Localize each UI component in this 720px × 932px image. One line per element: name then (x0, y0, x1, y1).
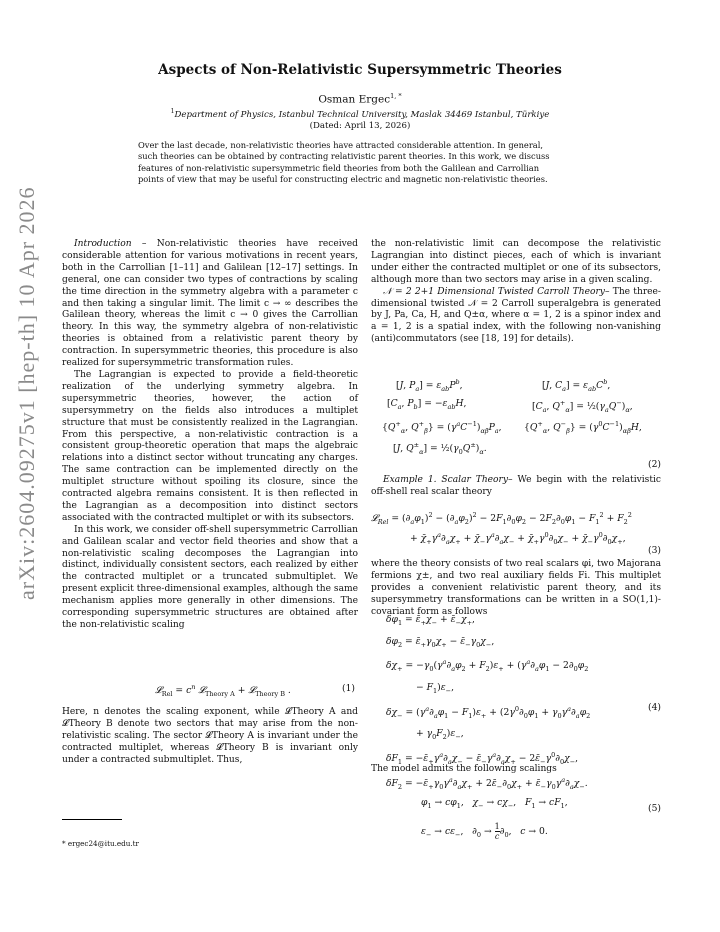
left-column-after-eq1 (62, 707, 358, 767)
section-heading: 𝒩 = 2 2+1 Dimensional Twisted Carroll Theory (383, 286, 605, 297)
example-heading: Example 1. Scalar Theory (383, 475, 509, 485)
author-name: Osman Ergec (318, 93, 391, 106)
left-column-text (62, 239, 358, 632)
right-column-text (371, 239, 661, 346)
abstract-line: Over the last decade, non-relativistic theories have attracted considerable attention. In general, (138, 140, 544, 150)
paper-title: Aspects of Non-Relativistic Supersymmetric Theories (158, 62, 562, 78)
continuation-paragraph: the non-relativistic limit can decompose the relativistic Lagrangian into distinct pieces, each of which is invariant under either the contracted multiplet or one of its subsectors, although more than two sectors may arise in a given scaling. (371, 239, 661, 285)
lagrangian-paragraph: The Lagrangian is expected to provide a field-theoretic realization of the underlying symmetry algebra. In supersymmetric theories, however, the action of supersymmetry on the fields also introduces a multiplet structure that must be consistently realized in the Lagrangian. From this perspective, a non-relativistic contraction is a consistent group-theoretic operation that maps the algebraic relations into a distinct sector without truncating any charges. The same contraction can be implemented directly on the multiplet structure without spoiling its closure, since the contracted algebra remains consistent. It is then reflected in the Lagrangian as a decomposition into distinct sectors associated with the contracted multiplet or with its subsectors. (62, 369, 358, 523)
section-text: – The three-dimensional twisted 𝒩 = 2 Carroll superalgebra is generated by J, Pa, Ca, H, and Q±α, where α = 1, 2 is a spinor index and a = 1, 2 is a spatial index, with the following non-vanishing (anti)commutators (see [18, 19] for details). (371, 286, 661, 345)
dated-line: (Dated: April 13, 2026) (309, 121, 411, 131)
scalings-intro: The model admits the following scalings (371, 764, 557, 774)
example-paragraph (371, 475, 661, 499)
intro-paragraph (62, 239, 358, 370)
here-paragraph: Here, n denotes the scaling exponent, while 𝓛Theory A and 𝓛Theory B denote two sectors that may arise from the non-relativistic scaling. The sector 𝓛Theory A is invariant under the contracted multiplet, whereas 𝓛Theory B is invariant only under a contracted submultiplet. Thus, (62, 707, 358, 765)
author-line (0, 92, 720, 106)
footnote-email: * ergec24@itu.edu.tr (62, 839, 139, 848)
equation-2-algebra: [J, $P_a] = \varepsilon_{ab}P^b$, [J, $C_a] = \varepsilon_{ab}C^b$, [$C_a$, $P_b] = -\varepsilon_{ab}H$, [$C_a$, $Q^+_\alpha$] = $\frac{1}{2}(\gamma_aQ^-)_\alpha$, {$Q^+_\alpha$, $Q^+_\beta\} = (\gamma^aC^{-1})_{\alpha\beta}P_a$, {$Q^+_\alpha$, $Q^-_\beta\} = (\gamma^0C^{-1})_{\alpha\beta}H$, [J, $Q^\pm_\alpha$] = $\frac{1}{2}(\gamma_0Q^\pm)_\alpha$. (382, 378, 642, 456)
after-eq3-paragraph (371, 559, 661, 619)
after-eq3-text: where the theory consists of two real scalars φi, two Majorana fermions χ±, and two real auxiliary fields Fi. This multiplet provides a convenient relativistic parent theory, and its supersymmetry transformations can be written in a SO(1,1)-covariant form as follows (371, 559, 661, 617)
intro-text: – Non-relativistic theories have received considerable attention for various motivations in recent years, both in the Carrollian [1–11] and Galilean [12–17] settings. In general, one can consider two types of contractions by scaling the time direction in the symmetry algebra with a parameter c and then taking a singular limit. The limit c → ∞ describes the Galilean theory, whereas the limit c → 0 gives the Carrollian theory. In this way, the symmetry algebra of non-relativistic theories is obtained from a relativistic parent theory by contraction. In supersymmetric theories, this procedure is also realized for supersymmetric transformation rules. (62, 239, 358, 369)
equation-4-number: (4) (648, 702, 662, 713)
carroll-section-paragraph (371, 287, 661, 347)
affiliation (0, 108, 720, 120)
equation-5-number: (5) (648, 803, 662, 814)
abstract-line: features of non-relativistic supersymmetric field theories from both the Galilean and Carrollian (138, 162, 540, 173)
equation-3-number: (3) (648, 545, 662, 556)
arxiv-stamp: arXiv:2604.09275v1 [hep-th] 10 Apr 2026 (14, 186, 39, 600)
author-superscript: 1, * (390, 92, 402, 100)
equation-4-transformations: $\delta\varphi_1$ = $\varepsilon̄_+\chi_-$ + $\varepsilon̄_-\chi_+$, $\delta\varphi_2$ = $\varepsilon̄_+\gamma_0\chi_+$ − $\varepsilon̄_-\gamma_0\chi_-$, $\delta\chi_+ = -\gamma_0(\gamma^a\partial_a\varphi_2 + F_2)\varepsilon_+ + (\gamma^a\partial_a\varphi_1 - 2\partial_0\varphi_2$ − $F_1)\varepsilon_-$, $\delta\chi_- = (\gamma^a\partial_a\varphi_1 - F_1)\varepsilon_+ + (2\gamma^0\partial_0\varphi_1 + \gamma_0\gamma^a\partial_a\varphi_2$ + $\gamma_0F_2)\varepsilon_-$, $\delta F_1$ = $-\varepsilon̄_+\gamma^a\partial_a\chi_-$ − $\varepsilon̄_-\gamma^a\partial_a\chi_+$ − $2\varepsilon̄_-\gamma^0\partial_0\chi_-$, $\delta F_2$ = $-\varepsilon̄_+\gamma_0\gamma^a\partial_a\chi_+$ + $2\varepsilon̄_-\partial_0\chi_+$ + $\varepsilon̄_-\gamma_0\gamma^a\partial_a\chi_-$. (386, 614, 591, 791)
equation-1-number: (1) (342, 683, 356, 694)
abstract (138, 140, 582, 186)
footnote-rule (62, 819, 122, 820)
abstract-line: points of view that may be useful for constructing electric and magnetic non-relativistic theories. (138, 174, 548, 185)
example-text: – We begin with the relativistic off-shell real scalar theory (371, 475, 661, 497)
equation-1: 𝓛$_{Rel}$ = $c^n$ 𝓛$_{Theory A}$ + 𝓛$_{Theory B}$ . (155, 683, 291, 698)
equation-5-scalings: $\varphi_1 \to c\varphi_1$, $\chi_- \to c\chi_-$, $F_1 \to cF_1$, $\varepsilon_- \to c\varepsilon_-$, $\partial_0$ → $\frac{1}{c}$ $\partial_0$, c → 0. (421, 797, 568, 841)
affiliation-superscript: 1 (170, 108, 175, 115)
this-work-paragraph: In this work, we consider off-shell supersymmetric Carrollian and Galilean scalar and vector field theories and show that a non-relativistic scaling decomposes the Lagrangian into distinct, individually consistent sectors, each realized by either the contracted multiplet or a truncated submultiplet. We present explicit three-dimensional examples, although the same mechanism applies more generally in other dimensions. The corresponding supersymmetric structures are obtained after the non-relativistic scaling (62, 524, 358, 630)
affiliation-text: Department of Physics, Istanbul Technical University, Maslak 34469 Istanbul, Türkiye (174, 109, 550, 120)
equation-3-line-2: + $\chī_+\gamma^a\partial_a\chi_+$ + $\chī_-\gamma^a\partial_a\chi_-$ + $\chī_+\gamma^0\partial_0\chi_-$ + $\chī_-\gamma^0\partial_0\chi_+$, (410, 531, 626, 546)
equation-3-line-1: 𝓛$_{Rel}$ = $(\partial_a\varphi_1)^2 - (\partial_a\varphi_2)^2 - 2F_1\partial_0\varphi_2 - 2F_2\partial_0\varphi_1 - F_1^2 + F_2^2$ (371, 511, 632, 526)
equation-2-number: (2) (648, 459, 662, 470)
intro-heading: Introduction (74, 239, 132, 249)
abstract-line: such theories can be obtained by contracting relativistic parent theories. In this work, we discuss (138, 151, 550, 162)
example-text-line (371, 475, 661, 499)
